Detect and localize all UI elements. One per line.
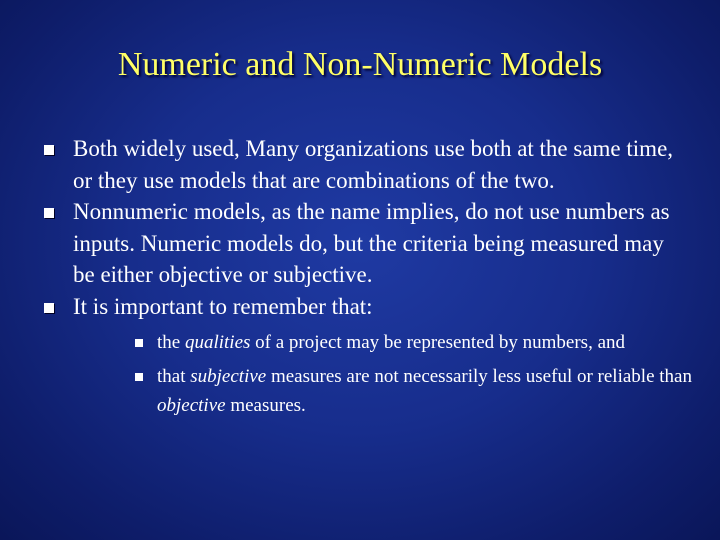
square-bullet-icon	[44, 208, 54, 218]
sub-bullet-text	[157, 362, 717, 421]
square-bullet-icon	[44, 145, 54, 155]
emphasis-text: objective	[157, 395, 226, 416]
bullet-text: Both widely used, Many organizations use both at the same time, or they use models that are combinations of the two.	[73, 136, 674, 193]
square-bullet-icon	[135, 373, 143, 381]
emphasis-text: subjective	[190, 365, 267, 387]
slide-title: Numeric and Non-Numeric Models	[117, 46, 603, 83]
emphasis-text: qualities	[184, 332, 251, 353]
bullet-item	[44, 133, 694, 196]
square-bullet-icon	[44, 303, 54, 313]
text-run: of a project may be represented by numbers, and	[250, 332, 626, 353]
text-run: the	[157, 332, 185, 353]
sub-bullet-item	[135, 362, 717, 421]
text-run: that	[157, 365, 191, 387]
sub-bullet-list	[135, 328, 717, 421]
bullet-text: Nonnumeric models, as the name implies, do not use numbers as inputs. Numeric models do, but the criteria being measured may be either objective or subjective.	[73, 199, 670, 287]
text-run: measures.	[225, 395, 306, 416]
text-run: measures are not necessarily less useful or reliable than	[266, 365, 692, 387]
square-bullet-icon	[135, 339, 143, 347]
bullet-list	[44, 133, 694, 425]
sub-bullet-text	[157, 328, 717, 358]
bullet-item	[44, 196, 694, 291]
bullet-text: It is important to remember that:	[73, 293, 373, 319]
sub-bullet-item	[135, 328, 717, 358]
bullet-item	[44, 291, 694, 425]
